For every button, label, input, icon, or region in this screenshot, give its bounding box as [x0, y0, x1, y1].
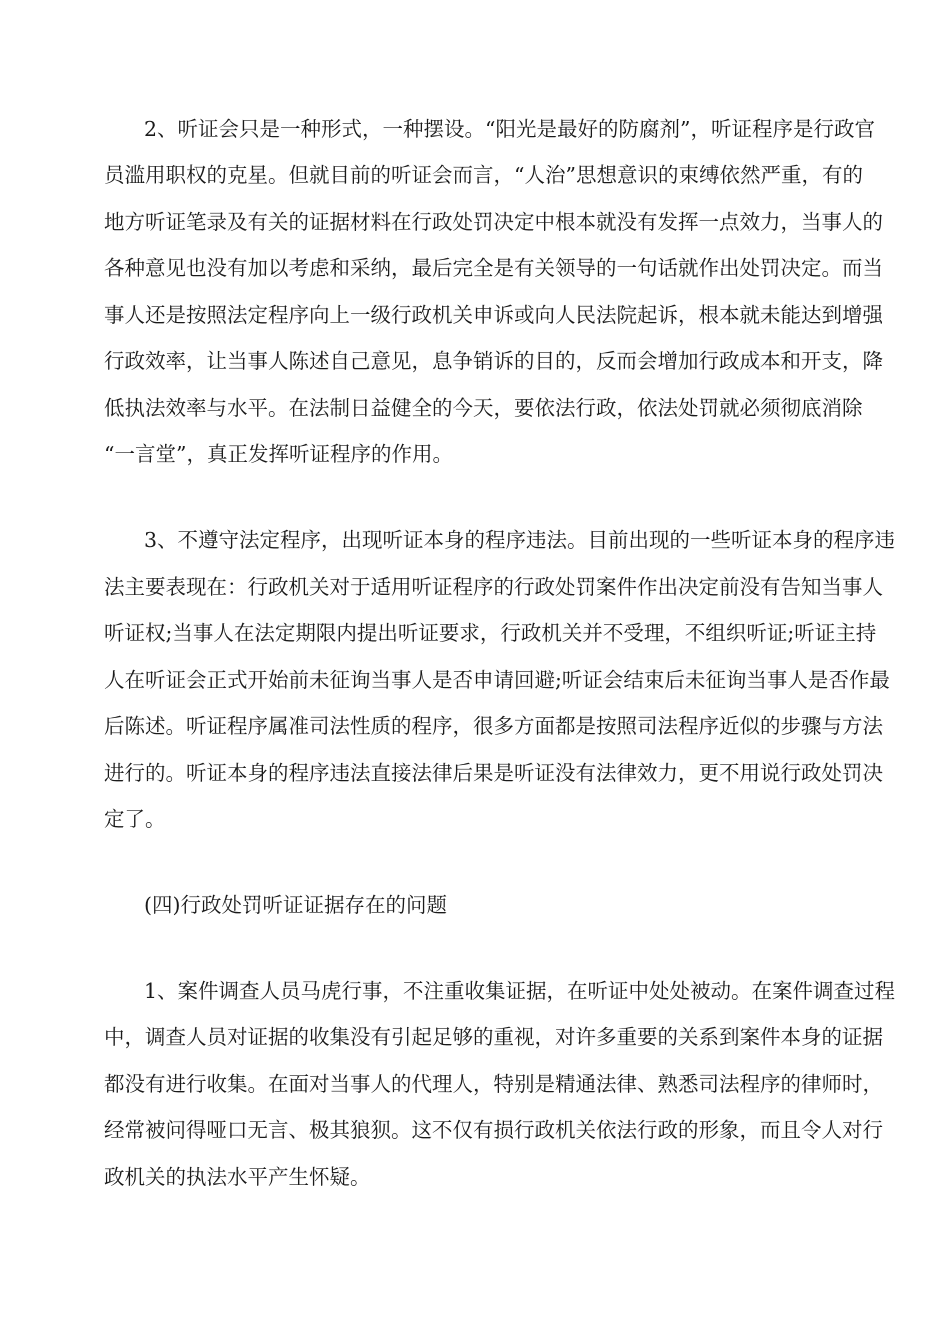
text-line: 人在听证会正式开始前未征询当事人是否申请回避;听证会结束后未征询当事人是否作最: [104, 668, 890, 692]
text-line: 2、听证会只是一种形式，一种摆设。“阳光是最好的防腐剂”，听证程序是行政官: [144, 117, 876, 141]
text-line: 进行的。听证本身的程序违法直接法律后果是听证没有法律效力，更不用说行政处罚决: [104, 761, 883, 785]
section-heading-text: (四)行政处罚听证证据存在的问题: [144, 893, 447, 917]
text-line: 后陈述。听证程序属准司法性质的程序，很多方面都是按照司法程序近似的步骤与方法: [104, 714, 883, 738]
text-line: 定了。: [104, 807, 166, 831]
text-line: 事人还是按照法定程序向上一级行政机关申诉或向人民法院起诉，根本就未能达到增强: [104, 303, 883, 327]
text-line: 中，调查人员对证据的收集没有引起足够的重视，对许多重要的关系到案件本身的证据: [104, 1025, 883, 1049]
text-line: 低执法效率与水平。在法制日益健全的今天，要依法行政，依法处罚就必须彻底消除: [104, 396, 863, 420]
text-line: 经常被问得哑口无言、极其狼狈。这不仅有损行政机关依法行政的形象，而且令人对行: [104, 1118, 883, 1142]
text-line: 政机关的执法水平产生怀疑。: [104, 1165, 371, 1189]
text-line: 1、案件调查人员马虎行事，不注重收集证据，在听证中处处被动。在案件调查过程: [144, 979, 896, 1003]
text-line: 都没有进行收集。在面对当事人的代理人，特别是精通法律、熟悉司法程序的律师时，: [104, 1072, 883, 1096]
text-line: 法主要表现在：行政机关对于适用听证程序的行政处罚案件作出决定前没有告知当事人: [104, 575, 883, 599]
text-line: “一言堂”，真正发挥听证程序的作用。: [104, 442, 453, 466]
text-line: 听证权;当事人在法定期限内提出听证要求，行政机关并不受理，不组织听证;听证主持: [104, 621, 877, 645]
text-line: 员滥用职权的克星。但就目前的听证会而言，“人治”思想意识的束缚依然严重，有的: [104, 163, 863, 187]
text-line: 行政效率，让当事人陈述自己意见，息争销诉的目的，反而会增加行政成本和开支，降: [104, 349, 883, 373]
text-line: 地方听证笔录及有关的证据材料在行政处罚决定中根本就没有发挥一点效力，当事人的: [104, 210, 883, 234]
text-line: 3、不遵守法定程序，出现听证本身的程序违法。目前出现的一些听证本身的程序违: [144, 528, 896, 552]
text-line: 各种意见也没有加以考虑和采纳，最后完全是有关领导的一句话就作出处罚决定。而当: [104, 256, 883, 280]
